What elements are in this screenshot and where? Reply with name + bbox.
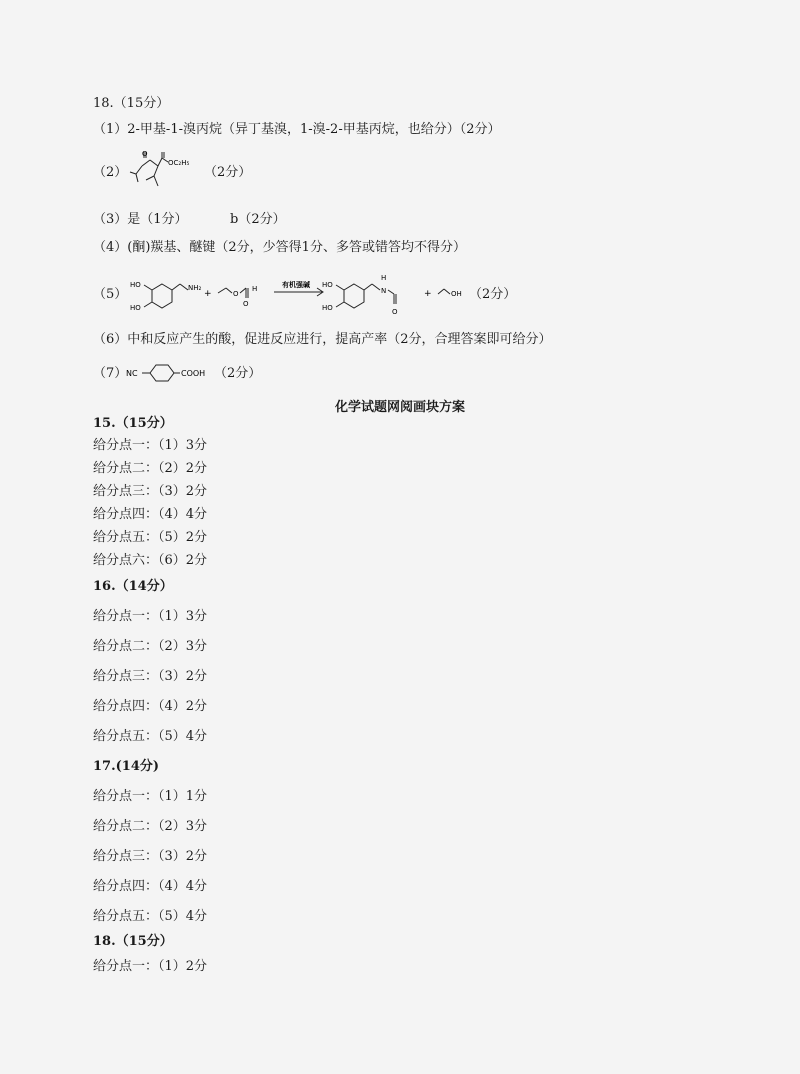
q15-heading: 15.（15分）	[93, 416, 173, 431]
item5-o-ester: O	[233, 290, 239, 298]
item5-o-carbonyl: O	[243, 300, 249, 308]
q17-point: 给分点五：（5）4分	[93, 909, 208, 924]
q18-item7-score: （2分）	[214, 366, 262, 381]
item5-plus-2: +	[424, 289, 432, 299]
q17-heading: 17.(14分)	[93, 759, 160, 774]
item5-h-formyl: H	[252, 285, 258, 293]
item5-ho-bottom-product: HO	[322, 304, 333, 312]
q16-point: 给分点五：（5）4分	[93, 729, 208, 744]
q17-point: 给分点四：（4）4分	[93, 879, 208, 894]
item5-nh2: NH₂	[188, 284, 202, 292]
q15-point: 给分点一：（1）3分	[93, 438, 208, 453]
item5-oh: OH	[451, 290, 462, 298]
q18-item7-label: （7）	[93, 366, 128, 381]
q15-point: 给分点六：（6）2分	[93, 553, 208, 568]
item2-oc2h5-label: OC₂H₅	[168, 159, 190, 167]
q18-item2-score: （2分）	[204, 165, 252, 180]
q18-item6: （6）中和反应产生的酸，促进反应进行，提高产率（2分，合理答案即可给分）	[93, 332, 552, 347]
item7-nc: NC	[126, 369, 138, 378]
item5-arrow-label: 有机强碱	[282, 281, 310, 289]
item5-h-product: H	[381, 274, 387, 282]
q15-point: 给分点四：（4）4分	[93, 507, 208, 522]
item5-reaction-diagram	[122, 266, 472, 324]
item5-ho-bottom: HO	[130, 304, 141, 312]
q16-heading: 16.（14分）	[93, 579, 173, 594]
q16-point: 给分点二：（2）3分	[93, 639, 208, 654]
item2-o-label: O	[142, 150, 148, 158]
item5-ho-top-product: HO	[322, 281, 333, 289]
item2-structure-diagram	[122, 148, 202, 194]
scheme-title: 化学试题网阅画块方案	[334, 400, 465, 415]
q17-point: 给分点一：（1）1分	[93, 789, 208, 804]
q18-item2-label: （2）	[93, 165, 128, 180]
q18-item4: （4）(酮)羰基、醚键（2分，少答得1分、多答或错答均不得分）	[93, 240, 466, 255]
q17-point: 给分点三：（3）2分	[93, 849, 208, 864]
q18-item5-score: （2分）	[469, 287, 517, 302]
q18-point: 给分点一：（1）2分	[93, 959, 208, 974]
q18-item3: （3）是（1分）	[93, 212, 188, 227]
q15-point: 给分点二：（2）2分	[93, 461, 208, 476]
item5-ho-top: HO	[130, 281, 141, 289]
item7-structure-diagram	[124, 361, 214, 385]
item5-n-product: N	[381, 287, 387, 295]
q15-point: 给分点五：（5）2分	[93, 530, 208, 545]
q18-heading: 18.（15分）	[93, 934, 173, 949]
item5-plus-1: +	[204, 289, 212, 299]
item7-cooh: COOH	[181, 369, 206, 378]
q18-answer-heading: 18.（15分）	[93, 96, 170, 111]
q16-point: 给分点一：（1）3分	[93, 609, 208, 624]
q16-point: 给分点四：（4）2分	[93, 699, 208, 714]
q18-item3b: b（2分）	[230, 212, 286, 227]
item5-o-product: O	[392, 308, 398, 316]
q17-point: 给分点二：（2）3分	[93, 819, 208, 834]
q15-point: 给分点三：（3）2分	[93, 484, 208, 499]
q18-item1: （1）2-甲基-1-溴丙烷（异丁基溴，1-溴-2-甲基丙烷，也给分）（2分）	[93, 122, 501, 137]
q18-item5-label: （5）	[93, 287, 128, 302]
q16-point: 给分点三：（3）2分	[93, 669, 208, 684]
